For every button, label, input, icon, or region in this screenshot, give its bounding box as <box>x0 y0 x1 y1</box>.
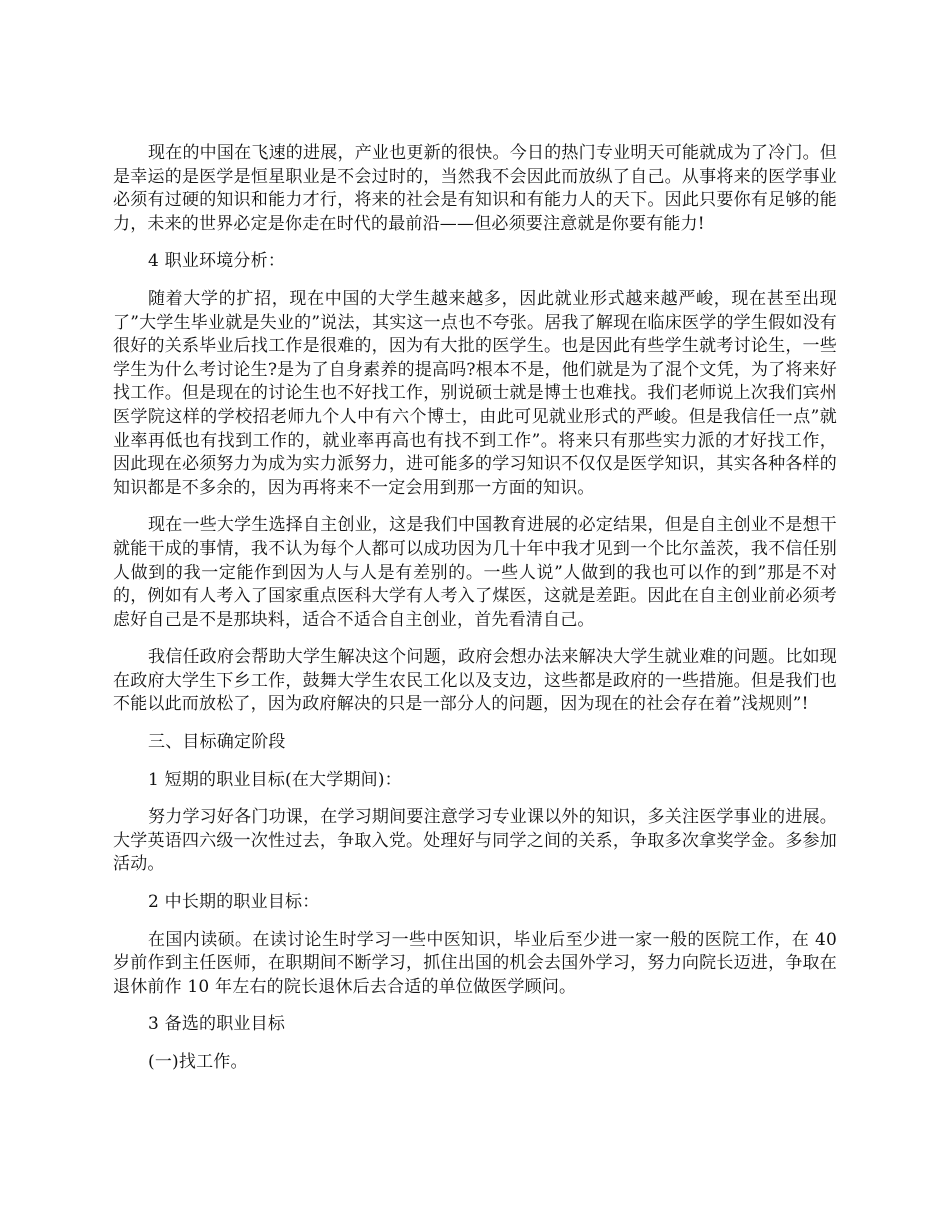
heading-alternative-goal: 3 备选的职业目标 <box>148 1014 286 1035</box>
paragraph-government-help: 我信任政府会帮助大学生解决这个问题，政府会想办法来解决大学生就业难的问题。比如现在政府大学生下乡工作，鼓舞大学生农民工化以及支边，这些都是政府的一些措施。但是我们也不能以此而放松了，因为政府解决的只是一部分人的问题，因为现在的社会存在着”浅规则”! <box>113 647 837 715</box>
paragraph-short-term-goal: 努力学习好各门功课，在学习期间要注意学习专业课以外的知识，多关注医学事业的进展。大学英语四六级一次性过去，争取入党。处理好与同学之间的关系，争取多次拿奖学金。多参加活动。 <box>113 807 837 875</box>
document-body <box>113 142 837 1089</box>
paragraph-employment-situation: 随着大学的扩招，现在中国的大学生越来越多，因此就业形式越来越严峻，现在甚至出现了”大学生毕业就是失业的”说法，其实这一点也不夸张。居我了解现在临床医学的学生假如没有很好的关系毕业后找工作是很难的，因为有大批的医学生。也是因此有些学生就考讨论生，一些学生为什么考讨论生?是为了自身素养的提高吗?根本不是，他们就是为了混个文凭，为了将来好找工作。但是现在的讨论生也不好找工作，别说硕士就是博士也难找。我们老师说上次我们宾州医学院这样的学校招老师九个人中有六个博士，由此可见就业形式的严峻。但是我信任一点”就业率再低也有找到工作的，就业率再高也有找不到工作”。将来只有那些实力派的才好找工作，因此现在必须努力为成为实力派努力，进可能多的学习知识不仅仅是医学知识，其实各种各样的知识都是不多余的，因为再将来不一定会用到那一方面的知识。 <box>113 288 837 498</box>
heading-career-environment: 4 职业环境分析： <box>148 251 286 272</box>
heading-short-term-goal: 1 短期的职业目标(在大学期间)： <box>148 769 402 790</box>
paragraph-mid-long-term-goal: 在国内读硕。在读讨论生时学习一些中医知识，毕业后至少进一家一般的医院工作，在 40 岁前作到主任医师，在职期间不断学习，抓住出国的机会去国外学习，努力向院长迈进，争取在退休前作 10 年左右的院长退休后去合适的单位做医学顾问。 <box>113 929 837 997</box>
heading-goal-stage: 三、目标确定阶段 <box>148 732 286 753</box>
list-item-find-job: (一)找工作。 <box>148 1052 248 1072</box>
paragraph-industry-change: 现在的中国在飞速的进展，产业也更新的很快。今日的热门专业明天可能就成为了冷门。但是幸运的是医学是恒星职业是不会过时的，当然我不会因此而放纵了自己。从事将来的医学事业必须有过硬的知识和能力才行，将来的社会是有知识和有能力人的天下。因此只要你有足够的能力，未来的世界必定是你走在时代的最前沿——但必须要注意就是你要有能力! <box>113 143 837 234</box>
paragraph-self-employment: 现在一些大学生选择自主创业，这是我们中国教育进展的必定结果，但是自主创业不是想干就能干成的事情，我不认为每个人都可以成功因为几十年中我才见到一个比尔盖茨，我不信任别人做到的我一定能作到因为人与人是有差别的。一些人说”人做到的我也可以作的到”那是不对的，例如有人考入了国家重点医科大学有人考入了煤医，这就是差距。因此在自主创业前必须考虑好自己是不是那块料，适合不适合自主创业，首先看清自己。 <box>113 515 837 630</box>
heading-mid-long-term-goal: 2 中长期的职业目标： <box>148 892 320 913</box>
